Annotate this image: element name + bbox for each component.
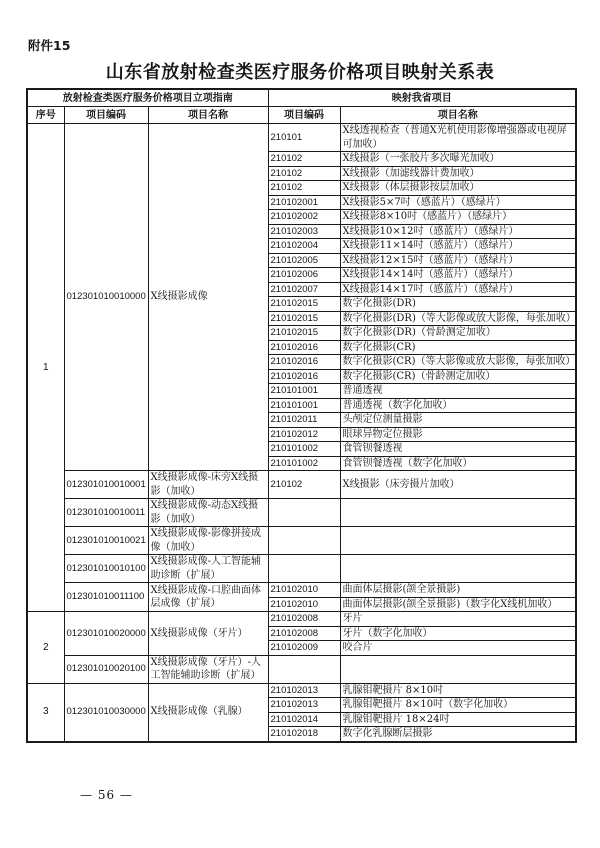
mapped-name-cell: 牙片: [340, 612, 576, 627]
mapped-code-cell: 210101001: [268, 384, 340, 399]
table-row: [27, 612, 576, 627]
mapped-code-cell: 210101002: [268, 442, 340, 457]
mapped-name-cell: 数字化摄影(DR)（骨龄测定加收）: [340, 326, 576, 341]
mapped-name-cell: 普通透视（数字化加收）: [340, 398, 576, 413]
mapped-name-cell: 食管钡餐透视（数字化加收）: [340, 456, 576, 471]
table-row: [27, 527, 576, 555]
table-row: [27, 499, 576, 527]
guide-name-cell: X线摄影成像-人工智能辅助诊断（扩展）: [148, 555, 268, 583]
mapped-name-cell: X线摄影（床旁摄片加收）: [340, 471, 576, 499]
mapped-code-cell: 210102: [268, 471, 340, 499]
guide-name-cell: X线摄影成像-床旁X线摄影（加收）: [148, 471, 268, 499]
table-row: [27, 124, 576, 152]
mapped-code-cell: 210102003: [268, 224, 340, 239]
mapped-name-cell: 头颅定位测量摄影: [340, 413, 576, 428]
guide-code-cell: 012301010011100: [64, 583, 148, 612]
seq-cell: 2: [27, 612, 64, 684]
column-header-row: [27, 107, 576, 124]
mapped-name-cell: 咬合片: [340, 641, 576, 656]
mapped-code-cell: [268, 655, 340, 683]
mapped-name-cell: 眼球异物定位摄影: [340, 427, 576, 442]
guide-name-cell: X线摄影成像-影像拼接成像（加收）: [148, 527, 268, 555]
column-header-seq: 序号: [27, 107, 64, 124]
guide-name-cell: X线摄影成像-动态X线摄影（加收）: [148, 499, 268, 527]
column-header-guide-code: 项目编码: [64, 107, 148, 124]
mapped-name-cell: 数字化摄影(CR)（等大影像或放大影像，每张加收）: [340, 355, 576, 370]
attachment-label: 附件15: [28, 38, 71, 53]
column-header-mapped-name: 项目名称: [340, 107, 576, 124]
mapped-code-cell: 210102013: [268, 698, 340, 713]
mapped-code-cell: 210102013: [268, 683, 340, 698]
guide-code-cell: 012301010010001: [64, 471, 148, 499]
mapped-name-cell: [340, 655, 576, 683]
mapped-name-cell: 曲面体层摄影(颌全景摄影): [340, 583, 576, 598]
mapped-code-cell: 210102: [268, 181, 340, 196]
mapped-name-cell: 普通透视: [340, 384, 576, 399]
mapped-code-cell: 210102015: [268, 311, 340, 326]
mapped-name-cell: X线摄影14×14吋（感蓝片）（感绿片）: [340, 268, 576, 283]
mapped-name-cell: 数字化摄影(DR): [340, 297, 576, 312]
mapped-name-cell: X线摄影8×10吋（感蓝片）（感绿片）: [340, 210, 576, 225]
mapped-name-cell: 乳腺钼靶摄片 8×10吋（数字化加收）: [340, 698, 576, 713]
guide-name-cell: X线摄影成像（乳腺）: [148, 683, 268, 742]
mapped-name-cell: 牙片（数字化加收）: [340, 626, 576, 641]
seq-cell: 3: [27, 683, 64, 742]
mapped-name-cell: X线摄影11×14吋（感蓝片）（感绿片）: [340, 239, 576, 254]
guide-code-cell: 012301010030000: [64, 683, 148, 742]
mapped-name-cell: X线摄影（体层摄影按层加收）: [340, 181, 576, 196]
mapped-code-cell: 210102016: [268, 369, 340, 384]
group-header-row: [27, 89, 576, 107]
mapped-code-cell: 210102: [268, 152, 340, 167]
mapped-name-cell: 数字化乳腺断层摄影: [340, 727, 576, 742]
table-header: [27, 89, 576, 124]
mapped-code-cell: 210102005: [268, 253, 340, 268]
table-row: [27, 683, 576, 698]
mapped-name-cell: X线摄影（加滤线器计费加收）: [340, 166, 576, 181]
mapped-name-cell: X线摄影（一张胶片多次曝光加收）: [340, 152, 576, 167]
mapped-name-cell: [340, 555, 576, 583]
mapped-code-cell: 210102010: [268, 597, 340, 612]
guide-code-cell: 012301010010021: [64, 527, 148, 555]
table-row: [27, 583, 576, 598]
mapped-code-cell: 210101001: [268, 398, 340, 413]
group-header-mapped: 映射我省项目: [268, 89, 576, 107]
mapped-code-cell: 210102016: [268, 355, 340, 370]
mapped-name-cell: 数字化摄影(CR)（骨龄测定加收）: [340, 369, 576, 384]
mapped-code-cell: 210102014: [268, 712, 340, 727]
page-number: — 56 —: [80, 788, 133, 802]
table-row: [27, 471, 576, 499]
mapped-name-cell: 数字化摄影(DR)（等大影像或放大影像，每张加收）: [340, 311, 576, 326]
guide-name-cell: X线摄影成像（牙片）: [148, 612, 268, 656]
mapped-name-cell: X线摄影14×17吋（感蓝片）（感绿片）: [340, 282, 576, 297]
mapped-code-cell: 210102015: [268, 297, 340, 312]
mapped-name-cell: 数字化摄影(CR): [340, 340, 576, 355]
guide-name-cell: X线摄影成像（牙片）-人工智能辅助诊断（扩展）: [148, 655, 268, 683]
mapped-code-cell: 210102007: [268, 282, 340, 297]
group-header-guide: 放射检查类医疗服务价格项目立项指南: [27, 89, 268, 107]
mapped-name-cell: 乳腺钼靶摄片 18×24吋: [340, 712, 576, 727]
guide-code-cell: 012301010010011: [64, 499, 148, 527]
table-row: [27, 655, 576, 683]
mapped-code-cell: 210102002: [268, 210, 340, 225]
guide-name-cell: X线摄影成像: [148, 124, 268, 471]
mapped-name-cell: X线摄影5×7吋（感蓝片）（感绿片）: [340, 195, 576, 210]
mapped-code-cell: 210102018: [268, 727, 340, 742]
mapped-code-cell: 210102015: [268, 326, 340, 341]
guide-code-cell: 012301010010100: [64, 555, 148, 583]
guide-code-cell: 012301010020000: [64, 612, 148, 656]
mapped-code-cell: 210102010: [268, 583, 340, 598]
mapped-name-cell: X线透视检查（普通X光机使用影像增强器或电视屏可加收）: [340, 124, 576, 152]
table-body: [27, 124, 576, 742]
guide-name-cell: X线摄影成像-口腔曲面体层成像（扩展）: [148, 583, 268, 612]
mapped-code-cell: 210101002: [268, 456, 340, 471]
mapped-name-cell: 乳腺钼靶摄片 8×10吋: [340, 683, 576, 698]
guide-code-cell: 012301010010000: [64, 124, 148, 471]
mapped-code-cell: 210102004: [268, 239, 340, 254]
mapped-code-cell: [268, 555, 340, 583]
guide-code-cell: 012301010020100: [64, 655, 148, 683]
mapped-name-cell: [340, 499, 576, 527]
seq-cell: 1: [27, 124, 64, 612]
column-header-mapped-code: 项目编码: [268, 107, 340, 124]
mapped-code-cell: 210101: [268, 124, 340, 152]
mapped-name-cell: [340, 527, 576, 555]
mapped-name-cell: X线摄影12×15吋（感蓝片）（感绿片）: [340, 253, 576, 268]
table-row: [27, 555, 576, 583]
column-header-guide-name: 项目名称: [148, 107, 268, 124]
mapped-code-cell: 210102009: [268, 641, 340, 656]
mapped-code-cell: 210102016: [268, 340, 340, 355]
mapped-code-cell: 210102006: [268, 268, 340, 283]
mapped-code-cell: 210102008: [268, 626, 340, 641]
mapping-table: [26, 88, 577, 743]
mapped-name-cell: X线摄影10×12吋（感蓝片）（感绿片）: [340, 224, 576, 239]
mapped-code-cell: 210102: [268, 166, 340, 181]
mapped-code-cell: 210102011: [268, 413, 340, 428]
mapped-code-cell: 210102001: [268, 195, 340, 210]
mapped-name-cell: 曲面体层摄影(颌全景摄影)（数字化X线机加收）: [340, 597, 576, 612]
mapped-code-cell: 210102012: [268, 427, 340, 442]
mapped-name-cell: 食管钡餐透视: [340, 442, 576, 457]
mapped-code-cell: [268, 527, 340, 555]
mapped-code-cell: [268, 499, 340, 527]
mapped-code-cell: 210102008: [268, 612, 340, 627]
page-title: 山东省放射检查类医疗服务价格项目映射关系表: [105, 62, 495, 83]
